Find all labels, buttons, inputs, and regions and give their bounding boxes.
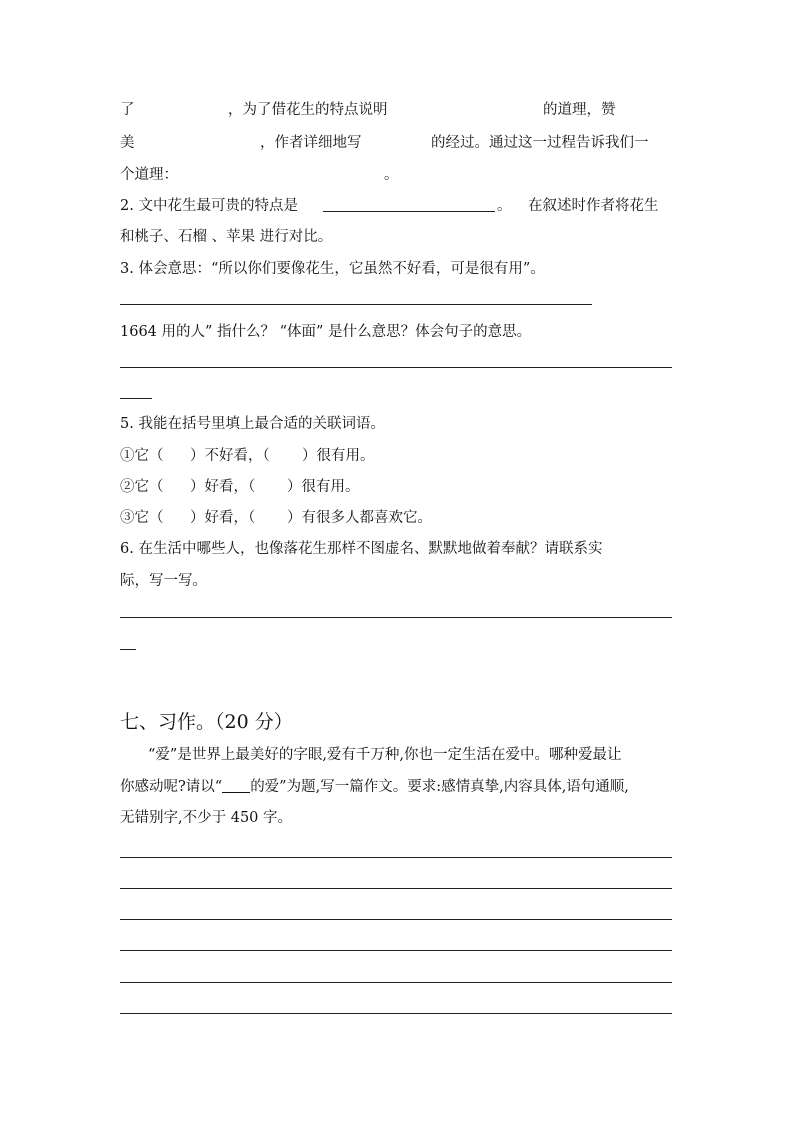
q1-line2-start: 美	[120, 135, 135, 151]
q6-answer-line-tail[interactable]	[120, 649, 136, 650]
essay-prompt-line2	[120, 777, 629, 797]
q2-period: 。	[497, 198, 512, 214]
q3-answer-line[interactable]	[120, 304, 592, 305]
q6-line2: 际，写一写。	[120, 573, 207, 589]
q2-prompt-tail: 在叙述时作者将花生	[528, 198, 659, 214]
essay-writing-line[interactable]	[120, 950, 672, 951]
essay-prompt-line2-end: 的爱”为题,写一篇作文。要求:感情真挚,内容具体,语句通顺,	[250, 779, 629, 795]
q2-line2: 和桃子、石榴 、苹果 进行对比。	[120, 229, 333, 245]
q1-line2-end: 的经过。通过这一过程告诉我们一	[431, 135, 649, 151]
essay-writing-line[interactable]	[120, 1013, 672, 1014]
essay-writing-line[interactable]	[120, 982, 672, 983]
q2-prompt: 2. 文中花生最可贵的特点是	[120, 198, 298, 214]
q6-answer-line[interactable]	[120, 617, 672, 618]
essay-title-blank[interactable]	[222, 778, 250, 793]
q5-item3-a: ③它（	[120, 510, 164, 526]
q1-line3-end: 。	[384, 167, 399, 183]
q3-prompt: 3. 体会意思：“所以你们要像花生，它虽然不好看，可是很有用”。	[120, 261, 545, 277]
q1-line1-end: 的道理，赞	[543, 102, 616, 118]
q5-item2-a: ②它（	[120, 479, 164, 495]
q4-prompt: 1664 用的人” 指什么？ “体面” 是什么意思？体会句子的意思。	[120, 324, 532, 340]
section-title: 七、习作。（20 分）	[120, 711, 293, 733]
q1-line1-start: 了	[120, 102, 135, 118]
q6-line1: 6. 在生活中哪些人，也像落花生那样不图虚名、默默地做着奉献？请联系实	[120, 541, 603, 557]
q5-item1-b: ）不好看，（	[190, 448, 270, 464]
essay-prompt-line1: “爱”是世界上最美好的字眼,爱有千万种,你也一定生活在爱中。哪种爱最让	[148, 747, 622, 763]
q1-line3-start: 个道理：	[120, 167, 178, 183]
essay-writing-line[interactable]	[120, 857, 672, 858]
q1-line2-mid: ，作者详细地写	[260, 135, 362, 151]
q5-item3-c: ）有很多人都喜欢它。	[287, 510, 432, 526]
q2-answer-blank[interactable]	[323, 211, 495, 212]
q5-item2-c: ）很有用。	[287, 479, 360, 495]
q4-answer-line[interactable]	[120, 367, 672, 368]
q1-line1-mid: ，为了借花生的特点说明	[228, 102, 388, 118]
q5-item1-a: ①它（	[120, 448, 164, 464]
q5-item3-b: ）好看，（	[190, 510, 256, 526]
essay-writing-line[interactable]	[120, 919, 672, 920]
q5-item1-c: ）很有用。	[302, 448, 375, 464]
q5-item2-b: ）好看，（	[190, 479, 256, 495]
essay-prompt-line2-start: 你感动呢?请以“	[120, 779, 223, 795]
essay-prompt-line3: 无错别字,不少于 450 字。	[120, 810, 293, 826]
q5-title: 5. 我能在括号里填上最合适的关联词语。	[120, 416, 385, 432]
essay-writing-line[interactable]	[120, 888, 672, 889]
q4-answer-line-tail[interactable]	[120, 398, 152, 399]
